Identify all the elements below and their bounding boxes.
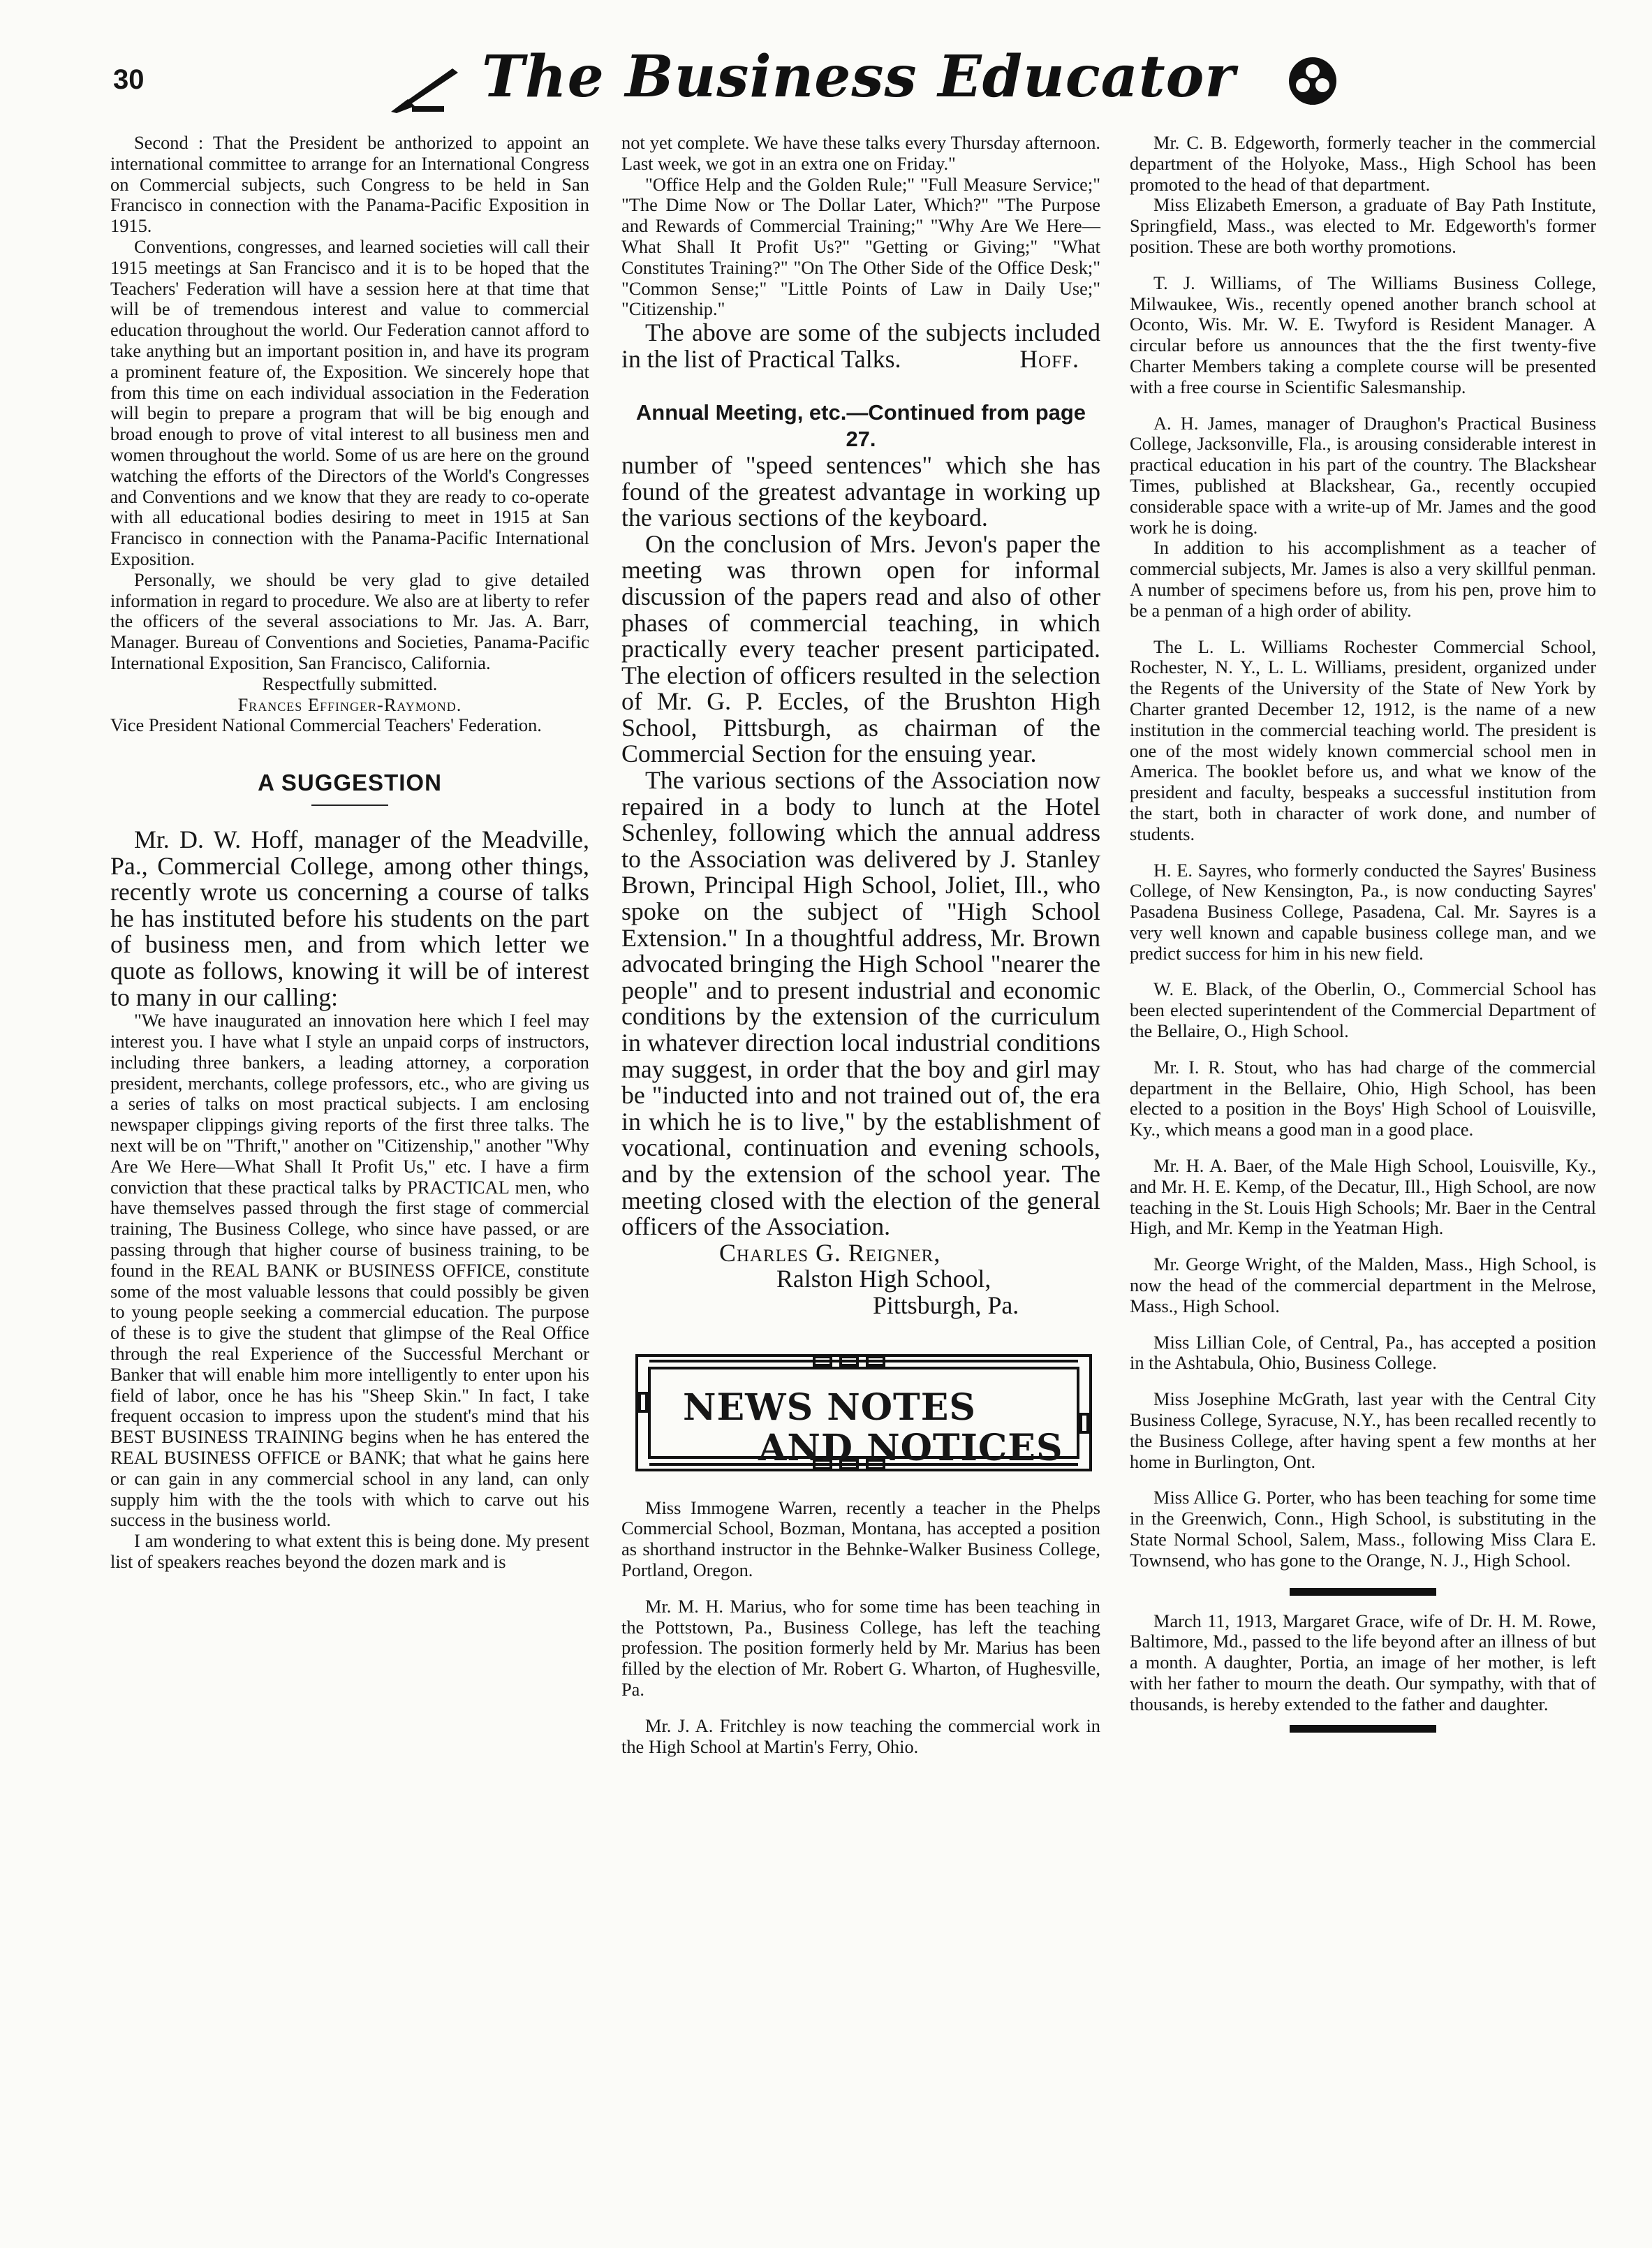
news-item-warren: Miss Immogene Warren, recently a teacher in the Phelps Commercial School, Bozman, Montana, has accepted a position as shorthand instructor in the Behnke-Walker Business College, Portland, Oregon.	[621, 1497, 1100, 1580]
news-item-emerson: Miss Elizabeth Emerson, a graduate of Bay Path Institute, Springfield, Mass., was elected to Mr. Edgeworth's former position. These are both worthy promotions.	[1130, 194, 1596, 257]
news-item-baer-kemp: Mr. H. A. Baer, of the Male High School, Louisville, Ky., and Mr. H. E. Kemp, of the Decatur, Ill., High School, are now teaching in the St. Louis High Schools; Mr. Baer in the Central High, and Mr. Kemp in the Yeatman High.	[1130, 1155, 1596, 1239]
col1-paragraph-1: Second : That the President be anthorized to appoint an international committee to arrange for an International Congress on Commercial subjects, such Congress to be held in San Francisco in connection with the Panama-Pacific Exposition in 1915.	[110, 132, 589, 237]
news-notes-banner	[631, 1350, 1096, 1476]
suggestion-lead: Mr. D. W. Hoff, manager of the Meadville, Pa., Commercial College, among other things, recently wrote us concerning a course of talks he has instituted before his students on the part of business men, and from which letter we quote as follows, knowing it will be of interest to many in our calling:	[110, 825, 589, 1011]
news-item-marius: Mr. M. H. Marius, who for some time has been teaching in the Pottstown, Pa., Business College, has left the teaching profession. The position formerly held by Mr. Marius has been filled by the election of Mr. Robert G. Wharton, of Hughesville, Pa.	[621, 1595, 1100, 1700]
col1-paragraph-3: Personally, we should be very glad to give detailed information in regard to procedure. We also are at liberty to refer the officers of the several associations to Mr. Jas. A. Barr, Manager. Bureau of Conventions and Societies, Panama-Pacific International Exposition, San Francisco, California.	[110, 568, 589, 673]
reigner-school: Ralston High School,	[776, 1265, 991, 1293]
heading-rule	[311, 805, 388, 806]
news-item-james: A. H. James, manager of Draughon's Practical Business College, Jacksonville, Fla., is arousing considerable interest in practical education in his part of the country. The Blackshear Times, published at Blackshear, Ga., recently occupied considerable space with a write-up of Mr. James and the good work he is doing.	[1130, 412, 1596, 538]
news-item-porter: Miss Allice G. Porter, who has been teaching for some time in the Greenwich, Conn., High School, is substituting in the State Normal School, Salem, Mass., following Miss Clara E. Townsend, who has gone to the Orange, N. J., High School.	[1130, 1487, 1596, 1571]
talks-summary: The above are some of the subjects included in the list of Practical Talks.	[621, 318, 1100, 373]
reigner-city: Pittsburgh, Pa.	[873, 1291, 1019, 1319]
talk-titles: "Office Help and the Golden Rule;" "Full Measure Service;" "The Dime Now or The Dollar Later, Which?" "The Purpose and Rewards of Commercial Training;" "Why Are We Here—What Shall It Profit Us?" "Getting or Giving;" "What Constitutes Training?" "On The Other Side of the Office Desk;" "Common Sense;" "Little Points of Law in Daily Use;" "Citizenship."	[621, 173, 1100, 320]
signature-line-1: Respectfully submitted.	[262, 673, 438, 694]
news-item-edgeworth: Mr. C. B. Edgeworth, formerly teacher in the commercial department of the Holyoke, Mass., High School has been promoted to the head of that department.	[1130, 132, 1596, 195]
col2-paragraph-1: number of "speed sentences" which she has found of the greatest advantage in working up the various sections of the keyboard.	[621, 450, 1100, 532]
quoted-letter-continued: not yet complete. We have these talks every Thursday afternoon. Last week, we got in an extra one on Friday."	[621, 132, 1100, 174]
quill-pen-icon	[391, 64, 461, 113]
masthead-title: The Business Educator	[482, 43, 1236, 110]
suggestion-heading: A SUGGESTION	[258, 770, 442, 796]
column-1	[110, 133, 589, 1573]
emblem-icon	[1285, 53, 1341, 109]
news-item-stout: Mr. I. R. Stout, who has had charge of the commercial department in the Bellaire, Ohio, High School, has been elected to a position in the Boys' High School of Louisville, Ky., which means a good man in a good place.	[1130, 1056, 1596, 1140]
news-item-fritchley: Mr. J. A. Fritchley is now teaching the commercial work in the High School at Martin's Ferry, Ohio.	[621, 1714, 1100, 1757]
obituary-bottom-bar	[1290, 1725, 1436, 1733]
news-item-mcgrath: Miss Josephine McGrath, last year with the Central City Business College, Syracuse, N.Y., has been recalled recently to the Business College, after having spent a few months at her home in Burlington, Ont.	[1130, 1388, 1596, 1472]
banner-news-notes: NEWS NOTES	[683, 1386, 976, 1429]
news-item-james-penman: In addition to his accomplishment as a teacher of commercial subjects, Mr. James is also a very skillful penman. A number of specimens before us, from his pen, prove him to be a penman of a high order of ability.	[1130, 537, 1596, 621]
news-item-sayres: H. E. Sayres, who formerly conducted the Sayres' Business College, of New Kensington, Pa., is now conducting Sayres' Pasadena Business College, Pasadena, Cal. Mr. Sayres is a very well known and capable business college man, and we predict success for him in his new field.	[1130, 859, 1596, 964]
col2-paragraph-2: On the conclusion of Mrs. Jevon's paper the meeting was thrown open for informal discussion of the papers read and also of other phases of commercial teaching, in which practically every teacher present participated. The election of officers resulted in the selection of Mr. G. P. Eccles, of the Brushton High School, Pittsburgh, as chairman of the Commercial Section for the ensuing year.	[621, 529, 1100, 768]
signature-name: Frances Effinger-Raymond.	[237, 693, 462, 715]
news-item-williams: T. J. Williams, of The Williams Business College, Milwaukee, Wis., recently opened another branch school at Oconto, Wis. Mr. W. E. Twyford is Resident Manager. A circular before us announces that the the first twenty-five Charter Members taking a complete course will be presented with a free course in Scientific Salesmanship.	[1130, 272, 1596, 397]
reigner-signature: Charles G. Reigner,	[719, 1238, 941, 1267]
obituary-rowe: March 11, 1913, Margaret Grace, wife of Dr. H. M. Rowe, Baltimore, Md., passed to the life beyond after an illness of but a month. A daughter, Portia, an image of her mother, is left with her father to mourn the death. Our sympathy, with that of thousands, is hereby extended to the father and daughter.	[1130, 1610, 1596, 1714]
annual-meeting-subhead: Annual Meeting, etc.—Continued from page 27.	[635, 399, 1086, 451]
news-item-cole: Miss Lillian Cole, of Central, Pa., has accepted a position in the Ashtabula, Ohio, Business College.	[1130, 1331, 1596, 1374]
banner-and-notices: AND NOTICES	[758, 1426, 1063, 1469]
obituary-top-bar	[1290, 1588, 1436, 1596]
page-number: 30	[113, 64, 145, 95]
news-item-rochester: The L. L. Williams Rochester Commercial School, Rochester, N. Y., L. L. Williams, president, organized under the Regents of the University of the State of New York by Charter granted December 12, 1912, is the name of a new institution in the commercial teaching world. The president is one of the most widely known commercial school men in America. The booklet before us, and what we know of the president and faculty, bespeaks a successful institution from the start, both in character of work done, and number of students.	[1130, 636, 1596, 844]
page-header	[105, 43, 1557, 127]
author-hoff: Hoff.	[1019, 345, 1079, 374]
column-3	[1130, 133, 1596, 1748]
quoted-letter-1: "We have inaugurated an innovation here which I feel may interest you. I have what I style an unpaid corps of instructors, including three bankers, a leading attorney, a corporation president, merchants, college professors, etc., who are giving us a series of talks on most practical subjects. I am enclosing newspaper clippings giving reports of the first three talks. The next will be on "Thrift," another on "Citizenship," another "Why Are We Here—What Shall It Profit Us," etc. I have a firm conviction that these practical talks by PRACTICAL men, who have themselves passed through the first stage of commercial training, The Business College, who since have passed, or are passing through that higher course of business training, to be found in the REAL BANK or BUSINESS OFFICE, constitute some of the most valuable lessons that could possibly be given to young people seeking a commercial education. The purpose of these is to give the student that glimpse of the Real Office through the real Experience of the Successful Merchant or Banker that will enable him more intelligently to enter upon his field of labor, once he has his "Sheep Skin." In fact, I take frequent occasion to impress upon the student's mind that his BEST BUSINESS TRAINING begins when he has entered the REAL BUSINESS OFFICE or BANK; that what he gains here or can gain in any commercial school in any land, can only supply him with the the tools with which to carve out his success in the business world.	[110, 1010, 589, 1531]
col1-paragraph-2: Conventions, congresses, and learned societies will call their 1915 meetings at San Francisco and it is to be hoped that the Teachers' Federation will have a session here at that time that will be of tremendous interest and value to commercial education throughout the world. Our Federation cannot afford to take anything but an important position in, and have its program a prominent feature of, the Exposition. We sincerely hope that from this time on each individual association in the Federation will begin to prepare a program that will be big enough and broad enough to prove of vital interest to all business men and women throughout the world. Some of us are here on the ground watching the efforts of the Directors of the World's Congresses and Conventions and we know that they are ready to co-operate with all educational bodies desiring to meet in 1915 at San Francisco in connection with the Panama-Pacific International Exposition.	[110, 235, 589, 569]
signature-title: Vice President National Commercial Teachers' Federation.	[110, 714, 542, 736]
news-item-black: W. E. Black, of the Oberlin, O., Commercial School has been elected superintendent of the Commercial Department of the Bellaire, O., High School.	[1130, 978, 1596, 1042]
news-item-wright: Mr. George Wright, of the Malden, Mass., High School, is now the head of the commercial department in the Melrose, Mass., High School.	[1130, 1254, 1596, 1316]
quoted-letter-2: I am wondering to what extent this is being done. My present list of speakers reaches beyond the dozen mark and is	[110, 1530, 589, 1572]
col2-paragraph-3: The various sections of the Association now repaired in a body to lunch at the Hotel Schenley, following which the annual address to the Association was delivered by J. Stanley Brown, Principal High School, Joliet, Ill., who spoke on the subject of "High School Extension." In a thoughtful address, Mr. Brown advocated bringing the High School "nearer the people" and to present industrial and economic conditions by the extension of the curriculum in whatever direction local industrial conditions may suggest, in order that the boy and girl may be "inducted into and not trained out of, the era in which he is to live," by the establishment of vocational, continuation and evening schools, and by the extension of the school year. The meeting closed with the election of the general officers of the Association.	[621, 766, 1100, 1241]
column-2	[621, 133, 1100, 1757]
